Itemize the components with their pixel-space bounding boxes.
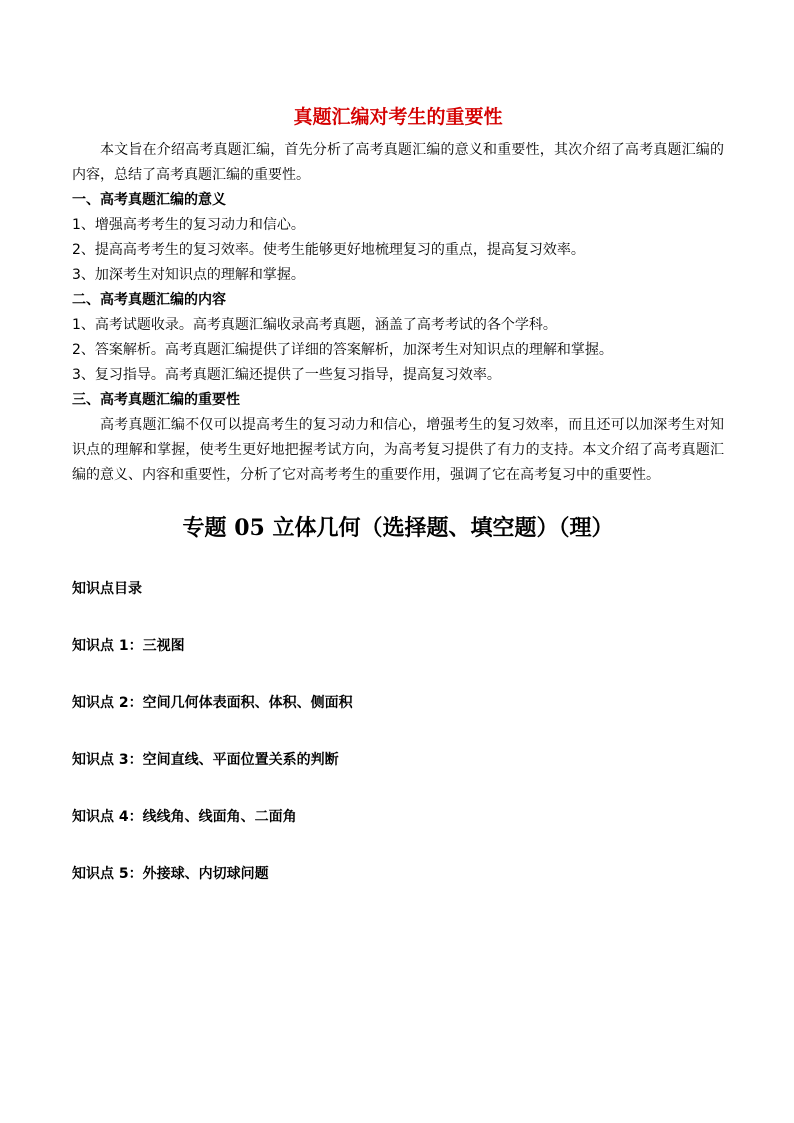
section-heading-3: 三、高考真题汇编的重要性 [72, 392, 240, 408]
section-1-item-1: 1、增强高考考生的复习动力和信心。 [72, 217, 305, 233]
toc-item: 知识点 5：外接球、内切球问题 [72, 866, 269, 882]
toc-item: 知识点 4：线线角、线面角、二面角 [72, 809, 297, 825]
section-heading-1: 一、高考真题汇编的意义 [72, 192, 226, 208]
section-1-item-2: 2、提高高考考生的复习效率。使考生能够更好地梳理复习的重点，提高复习效率。 [72, 242, 585, 258]
toc-title: 知识点目录 [72, 581, 142, 597]
conclusion-paragraph: 高考真题汇编不仅可以提高考生的复习动力和信心，增强考生的复习效率，而且还可以加深考生对知识点的理解和掌握，使考生更好地把握考试方向，为高考复习提供了有力的支持。本文介绍了高考真题汇编的意义、内容和重要性，分析了它对高考考生的重要作用，强调了它在高考复习中的重要性。 [72, 417, 724, 483]
toc-item: 知识点 2：空间几何体表面积、体积、侧面积 [72, 695, 353, 711]
section-2-item-2: 2、答案解析。高考真题汇编提供了详细的答案解析，加深考生对知识点的理解和掌握。 [72, 342, 613, 358]
document-page [72, 98, 724, 916]
section-heading-2: 二、高考真题汇编的内容 [72, 292, 226, 308]
document-title: 真题汇编对考生的重要性 [293, 106, 503, 128]
knowledge-point-toc [72, 574, 724, 916]
toc-item: 知识点 1：三视图 [72, 638, 185, 654]
topic-title: 专题 05 立体几何（选择题、填空题）（理） [182, 515, 614, 541]
section-2-item-3: 3、复习指导。高考真题汇编还提供了一些复习指导，提高复习效率。 [72, 367, 501, 383]
toc-item: 知识点 3：空间直线、平面位置关系的判断 [72, 752, 339, 768]
intro-paragraph: 本文旨在介绍高考真题汇编，首先分析了高考真题汇编的意义和重要性，其次介绍了高考真题汇编的内容，总结了高考真题汇编的重要性。 [72, 142, 724, 183]
section-1-item-3: 3、加深考生对知识点的理解和掌握。 [72, 267, 305, 283]
section-2-item-1: 1、高考试题收录。高考真题汇编收录高考真题，涵盖了高考考试的各个学科。 [72, 317, 557, 333]
